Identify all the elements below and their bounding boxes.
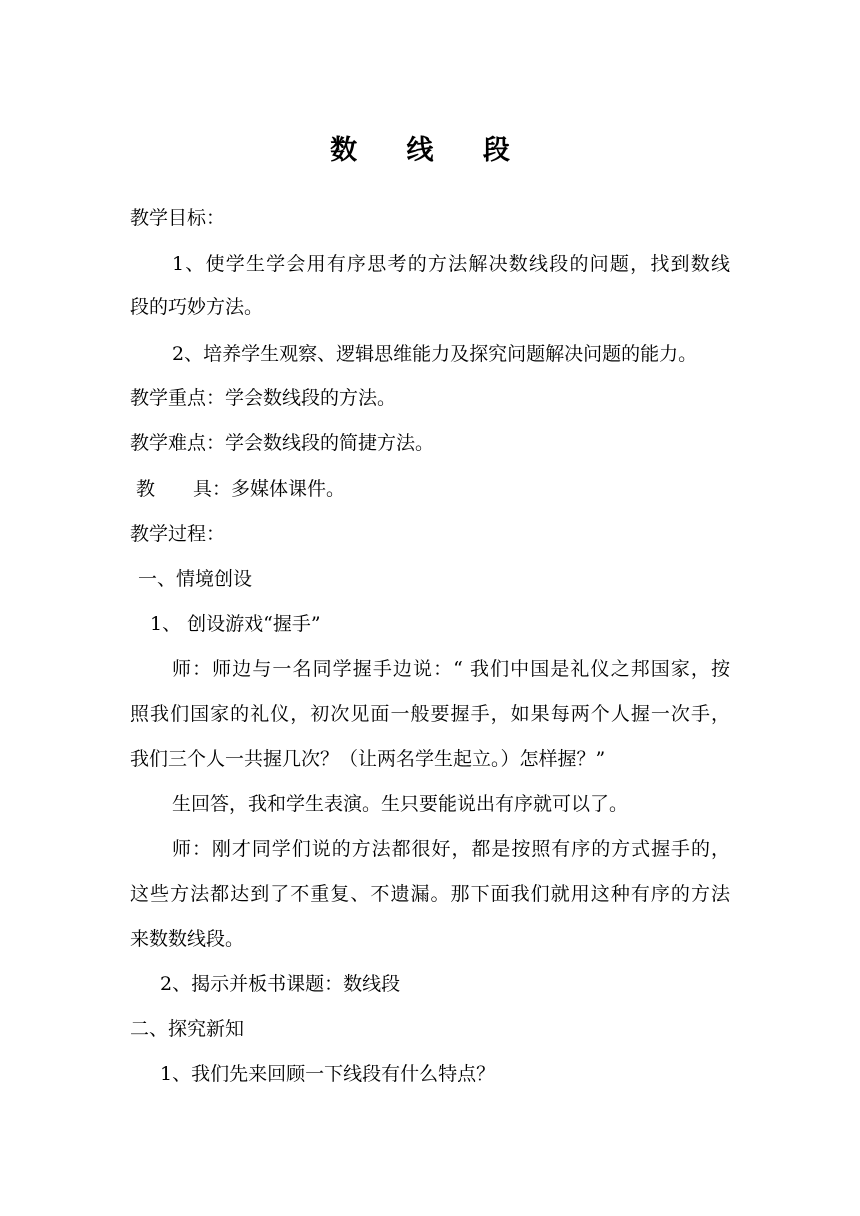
section-1-heading: 一、情境创设 [138,568,253,590]
teacher-summary-line-3: 来数数线段。 [130,928,245,950]
difficult-point: 教学难点：学会数线段的简捷方法。 [130,432,435,454]
student-answer: 生回答，我和学生表演。生只要能说出有序就可以了。 [172,793,629,815]
key-point: 教学重点：学会数线段的方法。 [130,387,397,409]
document-title: 数 线 段 [330,135,530,166]
heading-teaching-goals: 教学目标： [130,207,226,229]
teacher-speech-line-2: 照我们国家的礼仪，初次见面一般要握手，如果每两个人握一次手， [130,703,730,725]
teaching-tools: 教 具：多媒体课件。 [136,478,346,500]
goal-2: 2、培养学生观察、逻辑思维能力及探究问题解决问题的能力。 [172,343,698,365]
teacher-speech-line-3: 我们三个人一共握几次？（让两名学生起立。）怎样握？” [130,748,606,770]
goal-1-line-2: 段的巧妙方法。 [130,296,264,318]
goal-1-line-1: 1、使学生学会用有序思考的方法解决数线段的问题，找到数线 [172,253,730,275]
heading-teaching-process: 教学过程： [130,523,226,545]
section-2-heading: 二、探究新知 [130,1018,245,1040]
subsection-1-heading: 1、 创设游戏“握手” [150,613,321,635]
section-2-item-1: 1、我们先来回顾一下线段有什么特点？ [160,1063,496,1085]
subsection-2-heading: 2、揭示并板书课题：数线段 [160,973,401,995]
teacher-summary-line-1: 师：刚才同学们说的方法都很好，都是按照有序的方式握手的， [172,838,730,860]
teacher-speech-line-1: 师：师边与一名同学握手边说：“ 我们中国是礼仪之邦国家，按 [172,658,730,680]
teacher-summary-line-2: 这些方法都达到了不重复、不遗漏。那下面我们就用这种有序的方法 [130,883,730,905]
